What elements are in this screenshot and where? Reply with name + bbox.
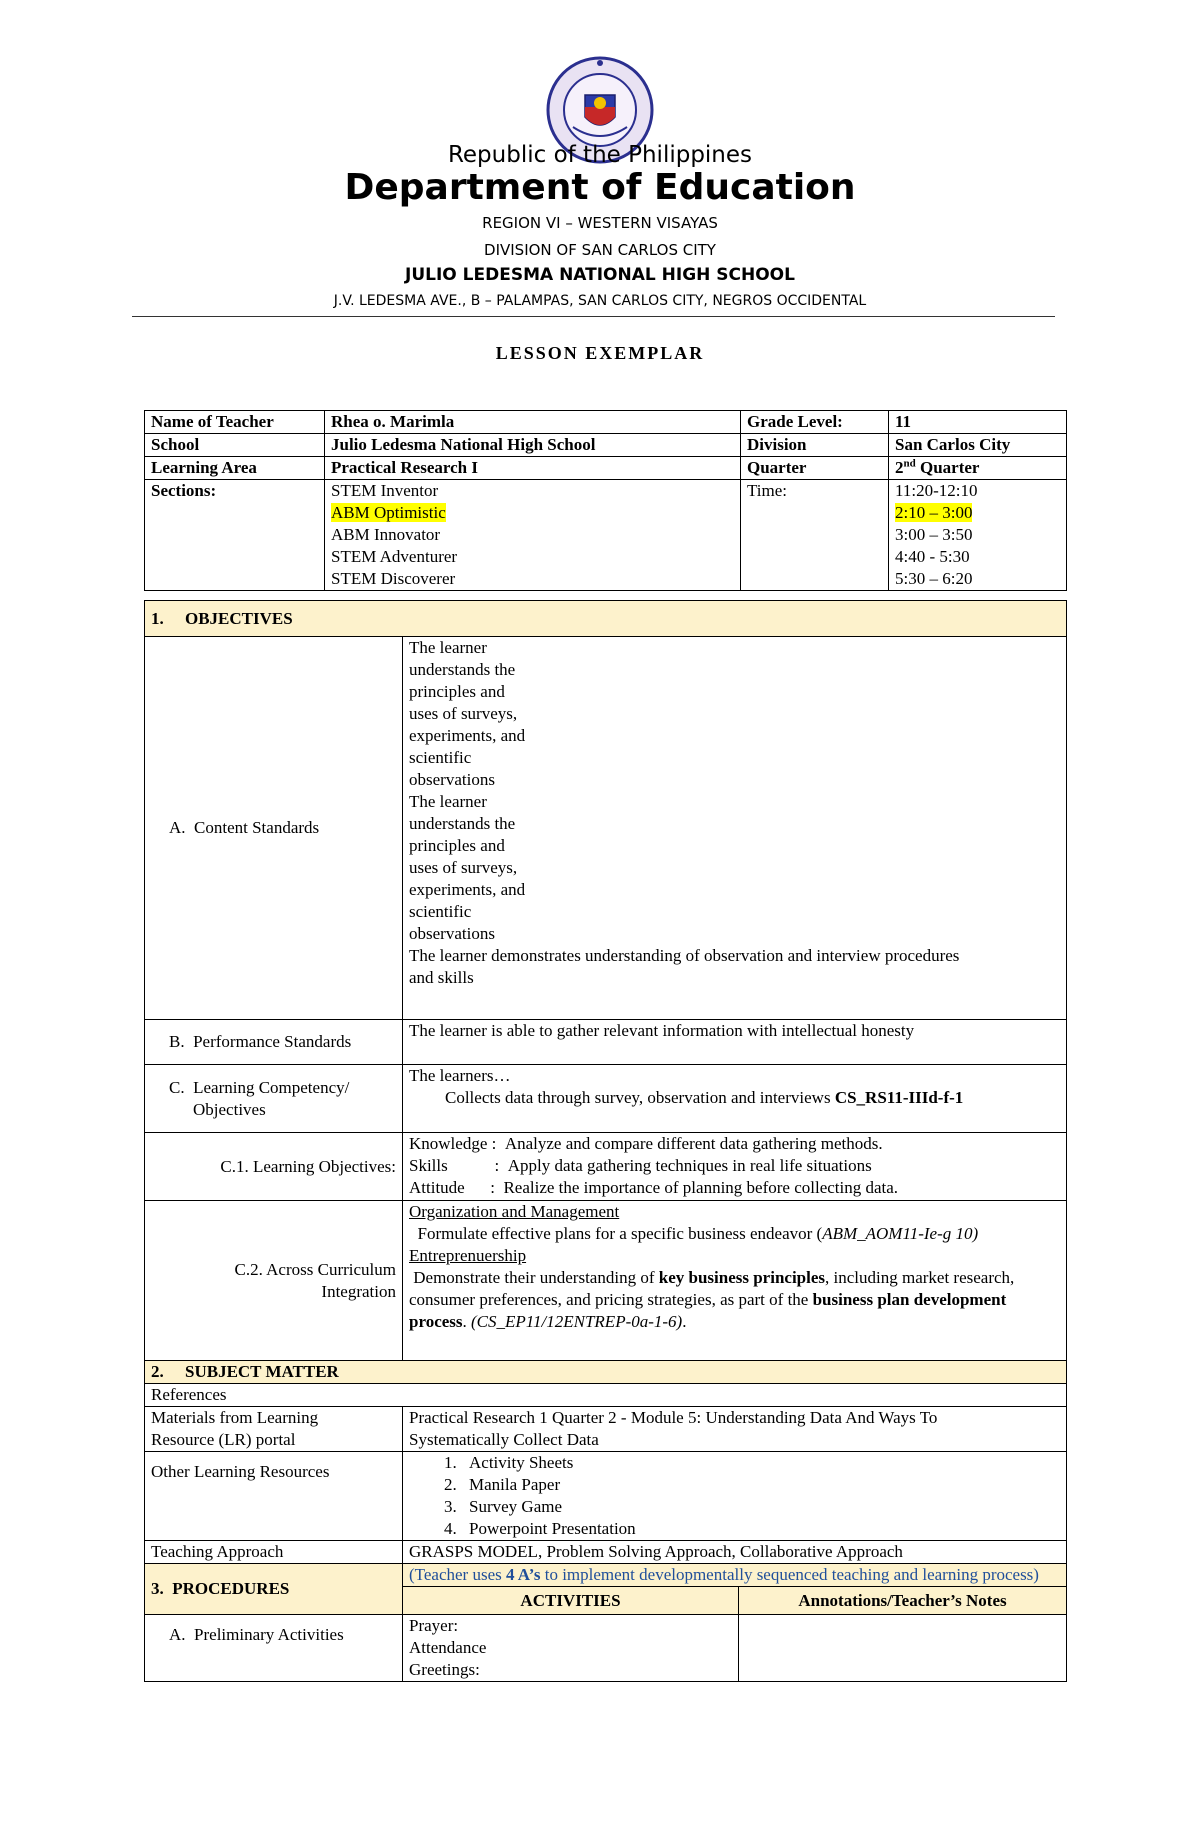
objectives-heading: 1. OBJECTIVES (145, 601, 1067, 637)
procedures-heading-row (145, 1564, 1067, 1587)
teaching-approach-row (145, 1541, 1067, 1564)
preliminary-label: A. Preliminary Activities (145, 1615, 403, 1682)
preliminary-notes (739, 1615, 1067, 1682)
other-resources-label: Other Learning Resources (145, 1452, 403, 1541)
list-item: 1. Activity Sheets (461, 1452, 1060, 1474)
info-table (144, 410, 1067, 591)
info-row-sections (145, 480, 1067, 591)
procedures-heading: 3. PROCEDURES (145, 1564, 403, 1615)
learning-objectives-label: C.1. Learning Objectives: (145, 1133, 403, 1201)
lesson-table (144, 600, 1067, 1682)
teacher-label: Name of Teacher (145, 411, 325, 434)
activities-column-header: ACTIVITIES (403, 1587, 739, 1615)
performance-standards-text: The learner is able to gather relevant information with intellectual honesty (403, 1020, 1067, 1065)
section-item: STEM Discoverer (331, 569, 456, 588)
quarter-suffix: nd (903, 457, 916, 470)
references-label: References (145, 1384, 1067, 1407)
list-item: 4. Powerpoint Presentation (461, 1518, 1060, 1540)
lr-portal-label: Materials from Learning Resource (LR) portal (145, 1407, 403, 1452)
time-item-highlighted: 2:10 – 3:00 (895, 503, 973, 522)
list-item: 3. Survey Game (461, 1496, 1060, 1518)
time-item: 4:40 - 5:30 (895, 547, 970, 566)
sections-label: Sections: (145, 480, 325, 591)
area-value: Practical Research I (325, 457, 741, 480)
school-value: Julio Ledesma National High School (325, 434, 741, 457)
time-list (889, 480, 1067, 591)
division-value: San Carlos City (889, 434, 1067, 457)
lr-portal-value: Practical Research 1 Quarter 2 - Module 5: Understanding Data And Ways To Systematically Collect Data (403, 1407, 1067, 1452)
learning-objectives-text: Knowledge : Analyze and compare different data gathering methods. Skills : Apply data gathering techniques in real life situations Attitude : Realize the importance of planning before collecting data. (403, 1133, 1067, 1201)
time-item: 5:30 – 6:20 (895, 569, 973, 588)
references-row (145, 1384, 1067, 1407)
division-label: Division (741, 434, 889, 457)
across-curriculum-text: Organization and Management Formulate effective plans for a specific business endeavor (ABM_AOM11-Ie-g 10) Entreprenuership Demonstrate their understanding of key business principles, including market research, consumer preferences, and pricing strategies, as part of the business plan development process. (CS_EP11/12ENTREP-0a-1-6). (403, 1201, 1067, 1361)
region-line: REGION VI – WESTERN VISAYAS (482, 214, 718, 232)
subject-heading: 2. SUBJECT MATTER (145, 1361, 1067, 1384)
content-standards-label: A. Content Standards (145, 637, 403, 1020)
competency-label: C. Learning Competency/ Objectives (145, 1065, 403, 1133)
time-item: 11:20-12:10 (895, 481, 978, 500)
sections-list (325, 480, 741, 591)
procedures-note: (Teacher uses 4 A’s to implement developmentally sequenced teaching and learning process) (403, 1564, 1067, 1587)
area-label: Learning Area (145, 457, 325, 480)
republic-line: Republic of the Philippines (447, 142, 753, 168)
competency-code: CS_RS11-IIId-f-1 (834, 1088, 964, 1107)
info-row-area (145, 457, 1067, 480)
lr-portal-row (145, 1407, 1067, 1452)
school-address: J.V. LEDESMA AVE., B – PALAMPAS, SAN CARLOS CITY, NEGROS OCCIDENTAL (333, 293, 867, 309)
section-item: STEM Adventurer (331, 547, 458, 566)
quarter-value (889, 457, 1067, 480)
quarter-number: 2 (895, 458, 904, 477)
teaching-approach-value: GRASPS MODEL, Problem Solving Approach, Collaborative Approach (403, 1541, 1067, 1564)
header-divider (132, 316, 1055, 317)
across-curriculum-row (145, 1201, 1067, 1361)
grade-value: 11 (889, 411, 1067, 434)
list-item: 2. Manila Paper (461, 1474, 1060, 1496)
objectives-heading-row (145, 601, 1067, 637)
preliminary-row (145, 1615, 1067, 1682)
info-row-school (145, 434, 1067, 457)
teaching-approach-label: Teaching Approach (145, 1541, 403, 1564)
department-title: Department of Education (344, 167, 856, 208)
notes-column-header: Annotations/Teacher’s Notes (739, 1587, 1067, 1615)
competency-row (145, 1065, 1067, 1133)
subject-heading-row (145, 1361, 1067, 1384)
time-item: 3:00 – 3:50 (895, 525, 973, 544)
learning-objectives-row (145, 1133, 1067, 1201)
performance-standards-row (145, 1020, 1067, 1065)
time-label: Time: (741, 480, 889, 591)
performance-standards-label: B. Performance Standards (145, 1020, 403, 1065)
section-item: ABM Innovator (331, 525, 441, 544)
grade-label: Grade Level: (741, 411, 889, 434)
other-resources-list (403, 1452, 1067, 1541)
document-title: LESSON EXEMPLAR (495, 343, 705, 363)
competency-text: The learners… Collects data through survey, observation and interviews CS_RS11-IIId-f-1 (403, 1065, 1067, 1133)
across-curriculum-label: C.2. Across Curriculum Integration (145, 1201, 403, 1361)
section-item-highlighted: ABM Optimistic (331, 503, 446, 522)
preliminary-activities: Prayer: Attendance Greetings: (403, 1615, 739, 1682)
content-standards-row (145, 637, 1067, 1020)
other-resources-row (145, 1452, 1067, 1541)
quarter-label: Quarter (741, 457, 889, 480)
school-name: JULIO LEDESMA NATIONAL HIGH SCHOOL (405, 265, 795, 285)
division-line: DIVISION OF SAN CARLOS CITY (484, 241, 716, 259)
content-standards-text: The learner understands the principles and uses of surveys, experiments, and scientific observations The learner understands the principles and uses of surveys, experiments, and scientific observations The learner demonstrates understanding of observation and interview procedures and skills (403, 637, 1067, 1020)
quarter-word: Quarter (915, 458, 980, 477)
teacher-value: Rhea o. Marimla (325, 411, 741, 434)
info-row-teacher (145, 411, 1067, 434)
section-item: STEM Inventor (331, 481, 439, 500)
school-label: School (145, 434, 325, 457)
